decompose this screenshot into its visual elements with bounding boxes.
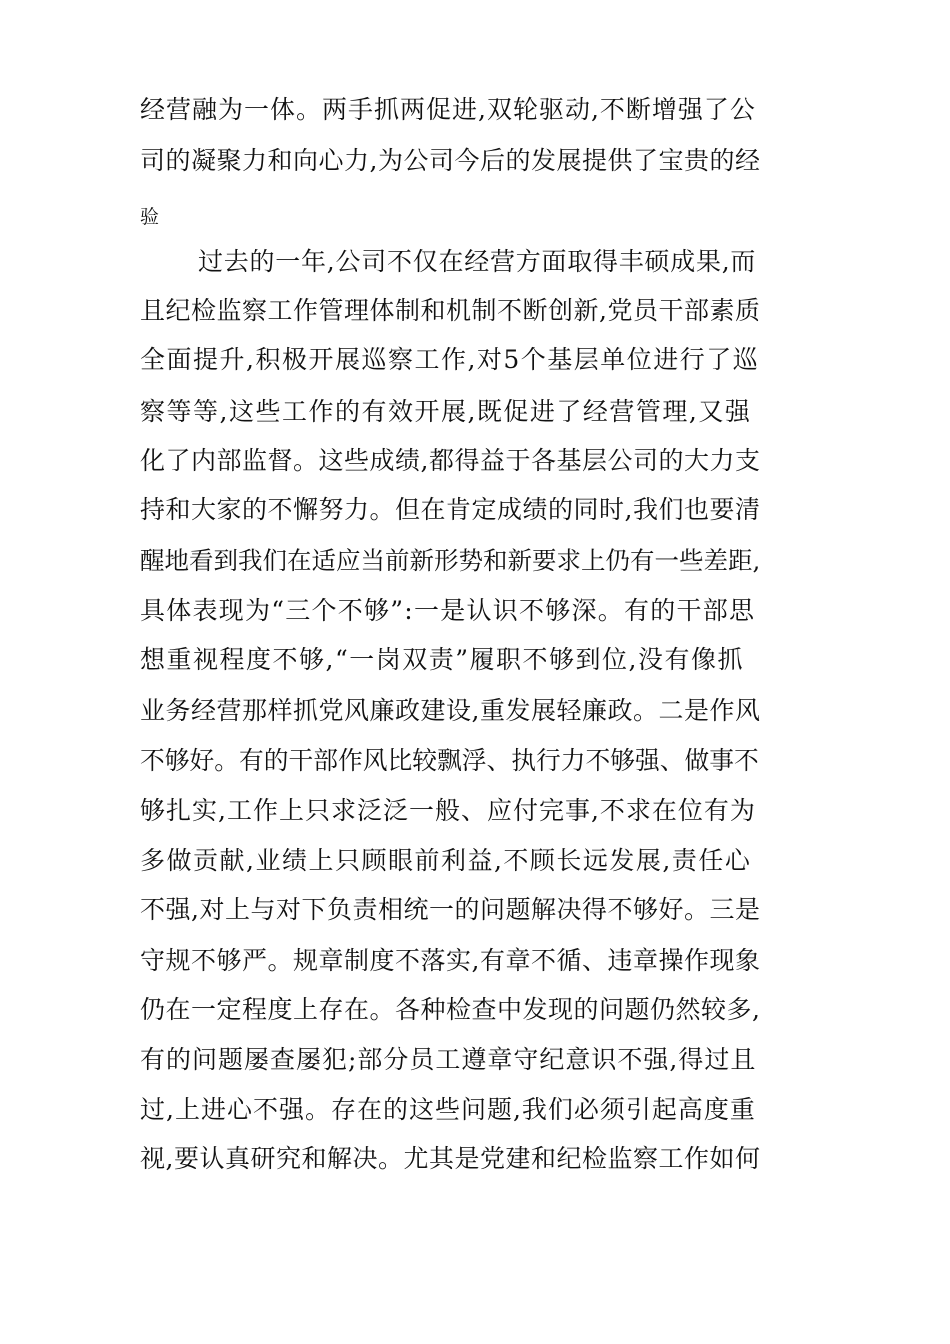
text-line-2: 司的凝聚力和向心力,为公司今后的发展提供了宝贵的经 xyxy=(140,146,761,175)
text-line-9: 持和大家的不懈努力。但在肯定成绩的同时,我们也要清 xyxy=(140,495,761,524)
text-line-21: 过,上进心不强。存在的这些问题,我们必须引起高度重 xyxy=(140,1095,756,1124)
text-line-5: 且纪检监察工作管理体制和机制不断创新,党员干部素质 xyxy=(140,296,761,325)
text-line-10: 醒地看到我们在适应当前新形势和新要求上仍有一些差距, xyxy=(140,546,761,575)
text-line-11: 具体表现为“三个不够”:一是认识不够深。有的干部思 xyxy=(140,596,756,625)
text-line-4: 过去的一年,公司不仅在经营方面取得丰硕成果,而 xyxy=(198,247,757,276)
text-line-12: 想重视程度不够,“一岗双责”履职不够到位,没有像抓 xyxy=(140,645,744,674)
text-line-1: 经营融为一体。两手抓两促进,双轮驱动,不断增强了公 xyxy=(140,95,756,124)
text-line-14: 不够好。有的干部作风比较飘浮、执行力不够强、做事不 xyxy=(140,746,759,775)
text-line-7: 察等等,这些工作的有效开展,既促进了经营管理,又强 xyxy=(140,397,752,426)
text-line-20: 有的问题屡查屡犯;部分员工遵章守纪意识不强,得过且 xyxy=(140,1045,757,1074)
text-line-18: 守规不够严。规章制度不落实,有章不循、违章操作现象 xyxy=(140,946,761,975)
text-line-17: 不强,对上与对下负责相统一的问题解决得不够好。三是 xyxy=(140,895,761,924)
text-line-16: 多做贡献,业绩上只顾眼前利益,不顾长远发展,责任心 xyxy=(140,846,752,875)
text-line-19: 仍在一定程度上存在。各种检查中发现的问题仍然较多, xyxy=(140,995,761,1024)
text-line-8: 化了内部监督。这些成绩,都得益于各基层公司的大力支 xyxy=(140,446,761,475)
text-line-3: 验 xyxy=(140,206,161,228)
text-line-6: 全面提升,积极开展巡察工作,对5个基层单位进行了巡 xyxy=(140,345,760,374)
text-line-22: 视,要认真研究和解决。尤其是党建和纪检监察工作如何 xyxy=(140,1144,761,1173)
text-line-15: 够扎实,工作上只求泛泛一般、应付完事,不求在位有为 xyxy=(140,796,756,825)
text-line-13: 业务经营那样抓党风廉政建设,重发展轻廉政。二是作风 xyxy=(140,696,761,725)
